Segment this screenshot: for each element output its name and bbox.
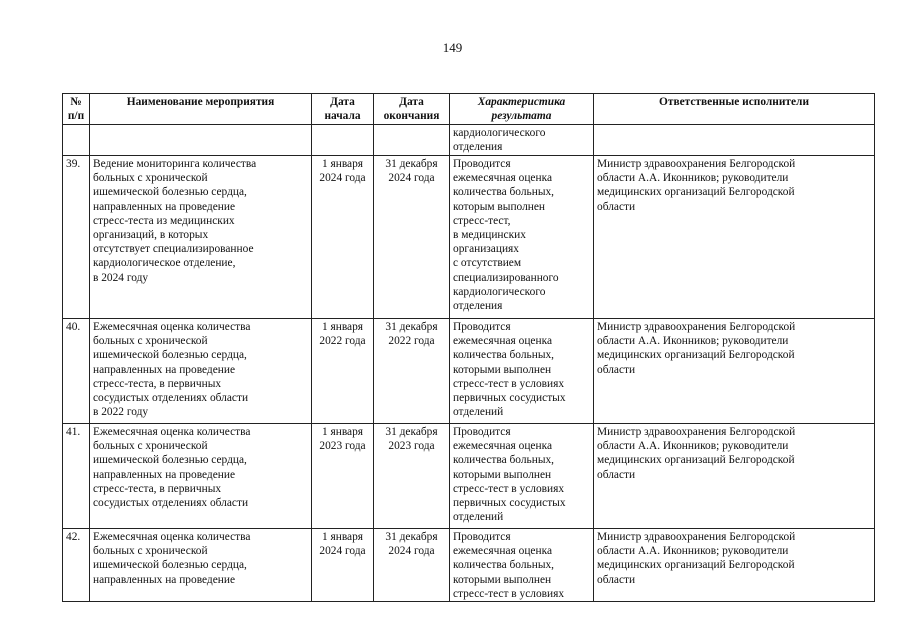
cell-num: 41. [63,424,90,529]
header-end-date [374,94,450,125]
text-line: отделения [453,141,503,154]
text-line: начала [324,110,361,122]
cell-name [90,156,312,319]
text-line: которыми выполнен [453,573,552,586]
text-line: 2023 года [388,440,435,453]
text-line: больных с хронической [93,172,208,185]
text-line: 31 декабря [385,531,438,543]
text-line: результата [491,110,552,122]
text-line: Проводится [453,531,511,543]
text-line: отделений [453,511,504,524]
text-line: количества больных, [453,454,555,467]
text-line: Ежемесячная оценка количества [93,426,251,438]
text-line: ежемесячная оценка [453,440,553,453]
cell-num [63,125,90,156]
text-line: стресс-тест, [453,214,511,227]
text-line: сосудистых отделениях области [93,497,249,510]
text-line: стресс-тест в условиях [453,377,565,390]
text-line: 2023 года [319,440,366,453]
text-line: 1 января [321,426,364,438]
text-line: Ежемесячная оценка количества [93,531,251,543]
text-line: Дата [330,96,355,108]
text-line: отделений [453,406,504,419]
events-table [62,93,875,602]
cell-num: 42. [63,529,90,602]
text-line: отделения [453,300,503,313]
text-line: специализированного [453,271,559,284]
cell-start [312,156,374,319]
text-line: ежемесячная оценка [453,172,553,185]
text-line: области А.А. Иконников; руководители [597,440,789,453]
text-line: организаций, в которых [93,229,209,242]
table-row-continuation [63,125,875,156]
cell-end [374,125,450,156]
text-line: Ведение мониторинга количества [93,158,257,170]
cell-result [450,156,594,319]
text-line: медицинских организаций Белгородской [597,454,795,467]
text-line: окончания [383,110,440,122]
text-line: № [70,96,82,108]
cell-name [90,529,312,602]
cell-responsible [594,319,875,424]
text-line: Ответственные исполнители [658,96,810,108]
text-line: Дата [399,96,424,108]
text-line: Ежемесячная оценка количества [93,321,251,333]
cell-end [374,319,450,424]
cell-name [90,424,312,529]
text-line: стресс-теста из медицинских [93,214,235,227]
text-line: отсутствует специализированное [93,243,254,256]
text-line: в медицинских [453,229,526,242]
text-line: кардиологического [453,285,546,298]
cell-responsible [594,529,875,602]
text-line: 2024 года [388,172,435,185]
table-row [63,529,875,602]
cell-num: 39. [63,156,90,319]
cell-responsible [594,424,875,529]
text-line: направленных на проведение [93,573,236,586]
text-line: больных с хронической [93,335,208,348]
table-row [63,319,875,424]
text-line: ежемесячная оценка [453,545,553,558]
cell-start [312,125,374,156]
text-line: области [597,200,636,213]
text-line: ежемесячная оценка [453,335,553,348]
text-line: стресс-тест в условиях [453,587,565,600]
text-line: Проводится [453,321,511,333]
cell-start [312,529,374,602]
cell-responsible [594,156,875,319]
text-line: 31 декабря [385,426,438,438]
header-name [90,94,312,125]
text-line: медицинских организаций Белгородской [597,559,795,572]
text-line: ишемической болезнью сердца, [93,559,247,572]
text-line: больных с хронической [93,440,208,453]
cell-start [312,319,374,424]
text-line: кардиологического [453,127,546,139]
text-line: 2024 года [319,545,366,558]
text-line: с отсутствием [453,257,522,270]
text-line: направленных на проведение [93,200,236,213]
text-line: области [597,573,636,586]
cell-num: 40. [63,319,90,424]
text-line: медицинских организаций Белгородской [597,186,795,199]
text-line: количества больных, [453,349,555,362]
cell-result [450,319,594,424]
text-line: которыми выполнен [453,363,552,376]
header-responsible [594,94,875,125]
text-line: сосудистых отделениях области [93,392,249,405]
text-line: 1 января [321,158,364,170]
text-line: ишемической болезнью сердца, [93,349,247,362]
text-line: которым выполнен [453,200,546,213]
text-line: Министр здравоохранения Белгородской [597,158,796,170]
table-row [63,424,875,529]
cell-result [450,529,594,602]
cell-name [90,319,312,424]
cell-result [450,125,594,156]
cell-end [374,156,450,319]
text-line: количества больных, [453,186,555,199]
table-row [63,156,875,319]
text-line: Наименование мероприятия [126,96,275,108]
cell-start [312,424,374,529]
text-line: количества больных, [453,559,555,572]
text-line: области А.А. Иконников; руководители [597,172,789,185]
cell-name [90,125,312,156]
text-line: больных с хронической [93,545,208,558]
text-line: которыми выполнен [453,468,552,481]
header-start-date [312,94,374,125]
text-line: медицинских организаций Белгородской [597,349,795,362]
text-line: в 2024 году [93,271,149,284]
text-line: первичных сосудистых [453,392,566,405]
text-line: 2024 года [388,545,435,558]
text-line: стресс-тест в условиях [453,482,565,495]
header-result [450,94,594,125]
text-line: области [597,468,636,481]
text-line: в 2022 году [93,406,149,419]
text-line: организациях [453,243,519,256]
text-line: Проводится [453,158,511,170]
text-line: Министр здравоохранения Белгородской [597,426,796,438]
text-line: области А.А. Иконников; руководители [597,335,789,348]
text-line: 1 января [321,321,364,333]
text-line: 31 декабря [385,158,438,170]
cell-end [374,529,450,602]
text-line: кардиологическое отделение, [93,257,236,270]
text-line: 2024 года [319,172,366,185]
cell-end [374,424,450,529]
text-line: 2022 года [319,335,366,348]
text-line: Характеристика [477,96,566,108]
table-header-row [63,94,875,125]
text-line: направленных на проведение [93,468,236,481]
text-line: Министр здравоохранения Белгородской [597,321,796,333]
cell-result [450,424,594,529]
text-line: стресс-теста, в первичных [93,377,222,390]
text-line: первичных сосудистых [453,497,566,510]
text-line: 2022 года [388,335,435,348]
text-line: 1 января [321,531,364,543]
text-line: направленных на проведение [93,363,236,376]
text-line: Проводится [453,426,511,438]
text-line: стресс-теста, в первичных [93,482,222,495]
text-line: ишемической болезнью сердца, [93,454,247,467]
text-line: области [597,363,636,376]
page-number: 149 [442,40,463,55]
text-line: области А.А. Иконников; руководители [597,545,789,558]
text-line: Министр здравоохранения Белгородской [597,531,796,543]
text-line: п/п [67,110,85,122]
text-line: ишемической болезнью сердца, [93,186,247,199]
cell-responsible [594,125,875,156]
text-line: 31 декабря [385,321,438,333]
header-num [63,94,90,125]
